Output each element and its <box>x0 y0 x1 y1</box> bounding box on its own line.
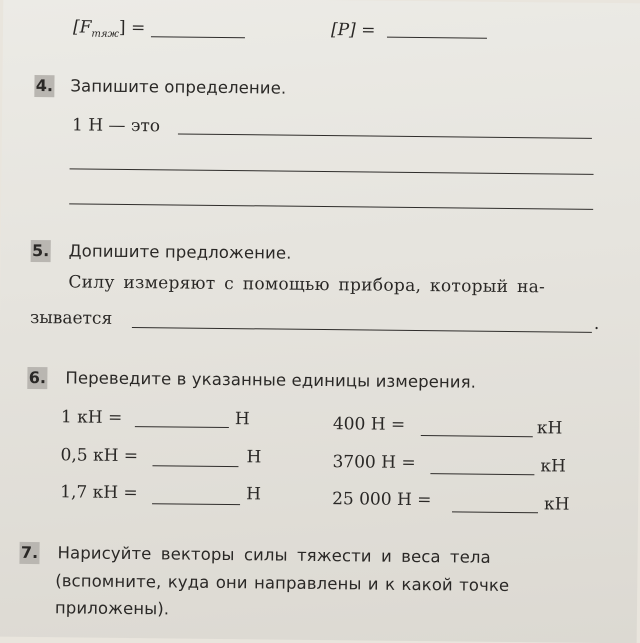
conversion-row-2-left-answer[interactable] <box>152 465 238 467</box>
weight-unit-label: [P] = <box>330 20 376 41</box>
conversion-row-1-right-unit: кН <box>536 418 563 439</box>
task-5-answer-line[interactable] <box>132 327 592 333</box>
conversion-row-1-right-answer[interactable] <box>421 435 533 437</box>
task-7-number: 7. <box>19 542 39 564</box>
task-6-heading: Переведите в указанные единицы измерения. <box>65 368 477 392</box>
task-5-sentence-line-1: Силу измеряют с помощью прибора, который на- <box>68 272 546 298</box>
f-left: [F <box>72 17 92 38</box>
task-4-answer-line-2[interactable] <box>70 168 594 174</box>
task-6-number: 6. <box>27 367 47 389</box>
conversion-row-3-left-expression: 1,7 кН = <box>60 482 138 504</box>
conversion-row-2-right-expression: 3700 Н = <box>332 452 416 474</box>
f-right: ] = <box>118 17 146 39</box>
conversion-row-1-left-unit: Н <box>234 409 250 430</box>
task-4-answer-line-3[interactable] <box>69 203 593 209</box>
task-4-prefix: 1 Н — это <box>71 115 161 137</box>
conversion-row-3-left-unit: Н <box>246 484 262 505</box>
task-7-line-2: (вспомните, куда они направлены и к какой точке <box>55 571 510 595</box>
conversion-row-3-right-expression: 25 000 Н = <box>332 489 432 511</box>
f-subscript: тяж <box>91 28 119 40</box>
task-5-number: 5. <box>31 240 51 262</box>
task-5-sentence-line-2: зывается <box>29 307 113 329</box>
task-4-heading: Запишите определение. <box>70 76 287 98</box>
conversion-row-1-right-expression: 400 Н = <box>332 414 406 435</box>
task-5-heading: Допишите предложение. <box>68 241 292 263</box>
conversion-row-1-left-answer[interactable] <box>135 426 229 428</box>
task-4-answer-line-1[interactable] <box>178 134 592 139</box>
conversion-row-2-right-answer[interactable] <box>430 473 534 475</box>
conversion-row-2-left-unit: Н <box>246 447 262 468</box>
conversion-row-3-right-answer[interactable] <box>452 511 538 513</box>
gravity-force-unit-label <box>73 17 145 38</box>
task-5-period: . <box>593 313 600 334</box>
conversion-row-3-right-unit: кН <box>543 494 570 515</box>
conversion-row-3-left-answer[interactable] <box>152 503 240 505</box>
task-4-number: 4. <box>34 75 54 97</box>
task-7-line-1: Нарисуйте векторы силы тяжести и веса тела <box>57 543 491 567</box>
conversion-row-2-right-unit: кН <box>540 456 567 477</box>
task-7-line-3: приложены). <box>54 598 170 619</box>
conversion-row-2-left-expression: 0,5 кН = <box>60 445 139 467</box>
conversion-row-1-left-expression: 1 кН = <box>60 407 123 428</box>
